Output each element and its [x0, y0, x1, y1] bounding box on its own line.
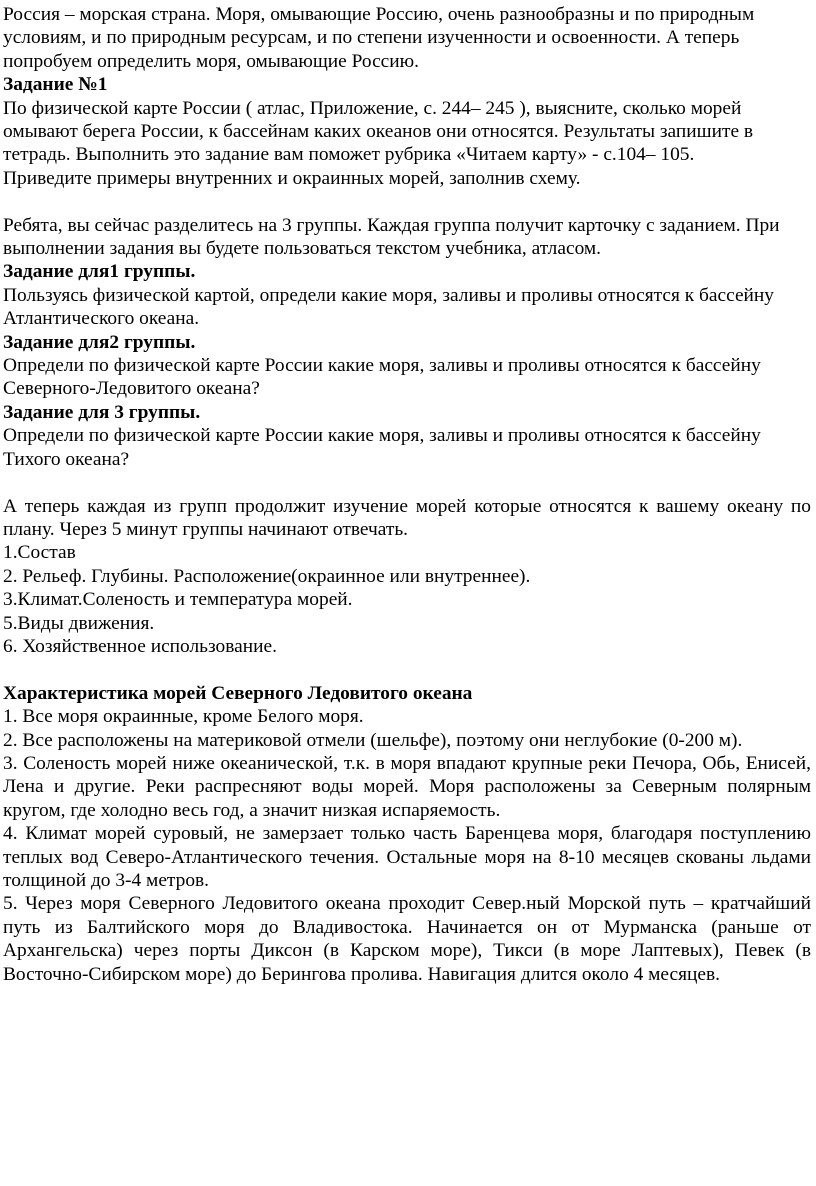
task1-examples-paragraph: Приведите примеры внутренних и окраинных морей, заполнив схему.: [3, 167, 581, 189]
intro-paragraph: Россия – морская страна. Моря, омывающие Россию, очень разнообразны и по природным условиям, и по природным ресурсам, и по степени изученности и освоенности. А теперь попробуем определить моря, омывающие Россию.: [3, 4, 755, 72]
arctic-point: 5. Через моря Северного Ледовитого океана проходит Север.ный Морской путь – кратчайший путь из Балтийского моря до Владивостока. Начинается он от Мурманска (раньше от Архангельска) через порты Диксон (в Карском море), Тикси (в море Лаптевых), Певек (в Восточно-Сибирском море) до Берингова пролива. Навигация длится около 4 месяцев.: [3, 893, 811, 985]
plan-item: 6. Хозяйственное использование.: [3, 635, 277, 657]
plan-item: 5.Виды движения.: [3, 612, 155, 634]
group3-paragraph: Определи по физической карте России какие моря, заливы и проливы относятся к бассейну Тихого океана?: [3, 425, 761, 470]
task1-heading: Задание №1: [3, 74, 108, 96]
blank-line: [3, 658, 811, 681]
arctic-heading: Характеристика морей Северного Ледовитого океана: [3, 682, 473, 704]
group2-heading: Задание для2 группы.: [3, 331, 196, 353]
groups-intro-paragraph: Ребята, вы сейчас разделитесь на 3 группы. Каждая группа получит карточку с заданием. При выполнении задания вы будете пользоваться текстом учебника, атласом.: [3, 214, 780, 260]
arctic-point: 3. Соленость морей ниже океанической, т.к. в моря впадают крупные реки Печора, Обь, Енисей, Лена и другие. Реки распресняют воды морей. Моря расположены за Северным полярным кругом, где холодно весь год, а значит низкая испаряемость.: [3, 752, 811, 821]
blank-line: [3, 471, 811, 494]
task1-paragraph: По физической карте России ( атлас, Приложение, с. 244– 245 ), выясните, сколько морей омывают берега России, к бассейнам каких океанов они относятся. Результаты запишите в тетрадь. Выполнить это задание вам поможет рубрика «Читаем карту» - с.104– 105.: [3, 97, 754, 166]
blank-line: [3, 190, 811, 213]
group1-heading: Задание для1 группы.: [3, 261, 196, 283]
arctic-point: 2. Все расположены на материковой отмели (шельфе), поэтому они неглубокие (0-200 м).: [3, 729, 743, 751]
group2-paragraph: Определи по физической карте России какие моря, заливы и проливы относятся к бассейну Северного-Ледовитого океана?: [3, 355, 761, 400]
arctic-point: 4. Климат морей суровый, не замерзает только часть Баренцева моря, благодаря поступлению теплых вод Северо-Атлантического течения. Остальные моря на 8-10 месяцев скованы льдами толщиной до 3-4 метров.: [3, 823, 811, 891]
group3-heading: Задание для 3 группы.: [3, 401, 201, 423]
plan-intro-paragraph: А теперь каждая из групп продолжит изучение морей которые относятся к вашему океану по плану. Через 5 минут группы начинают отвечать.: [3, 495, 811, 540]
plan-item: 1.Состав: [3, 542, 76, 564]
arctic-point: 1. Все моря окраинные, кроме Белого моря.: [3, 706, 364, 728]
document-page: [3, 3, 811, 986]
group1-paragraph: Пользуясь физической картой, определи какие моря, заливы и проливы относятся к бассейну Атлантического океана.: [3, 284, 775, 330]
plan-item: 3.Климат.Соленость и температура морей.: [3, 589, 353, 611]
plan-item: 2. Рельеф. Глубины. Расположение(окраинное или внутреннее).: [3, 565, 531, 587]
